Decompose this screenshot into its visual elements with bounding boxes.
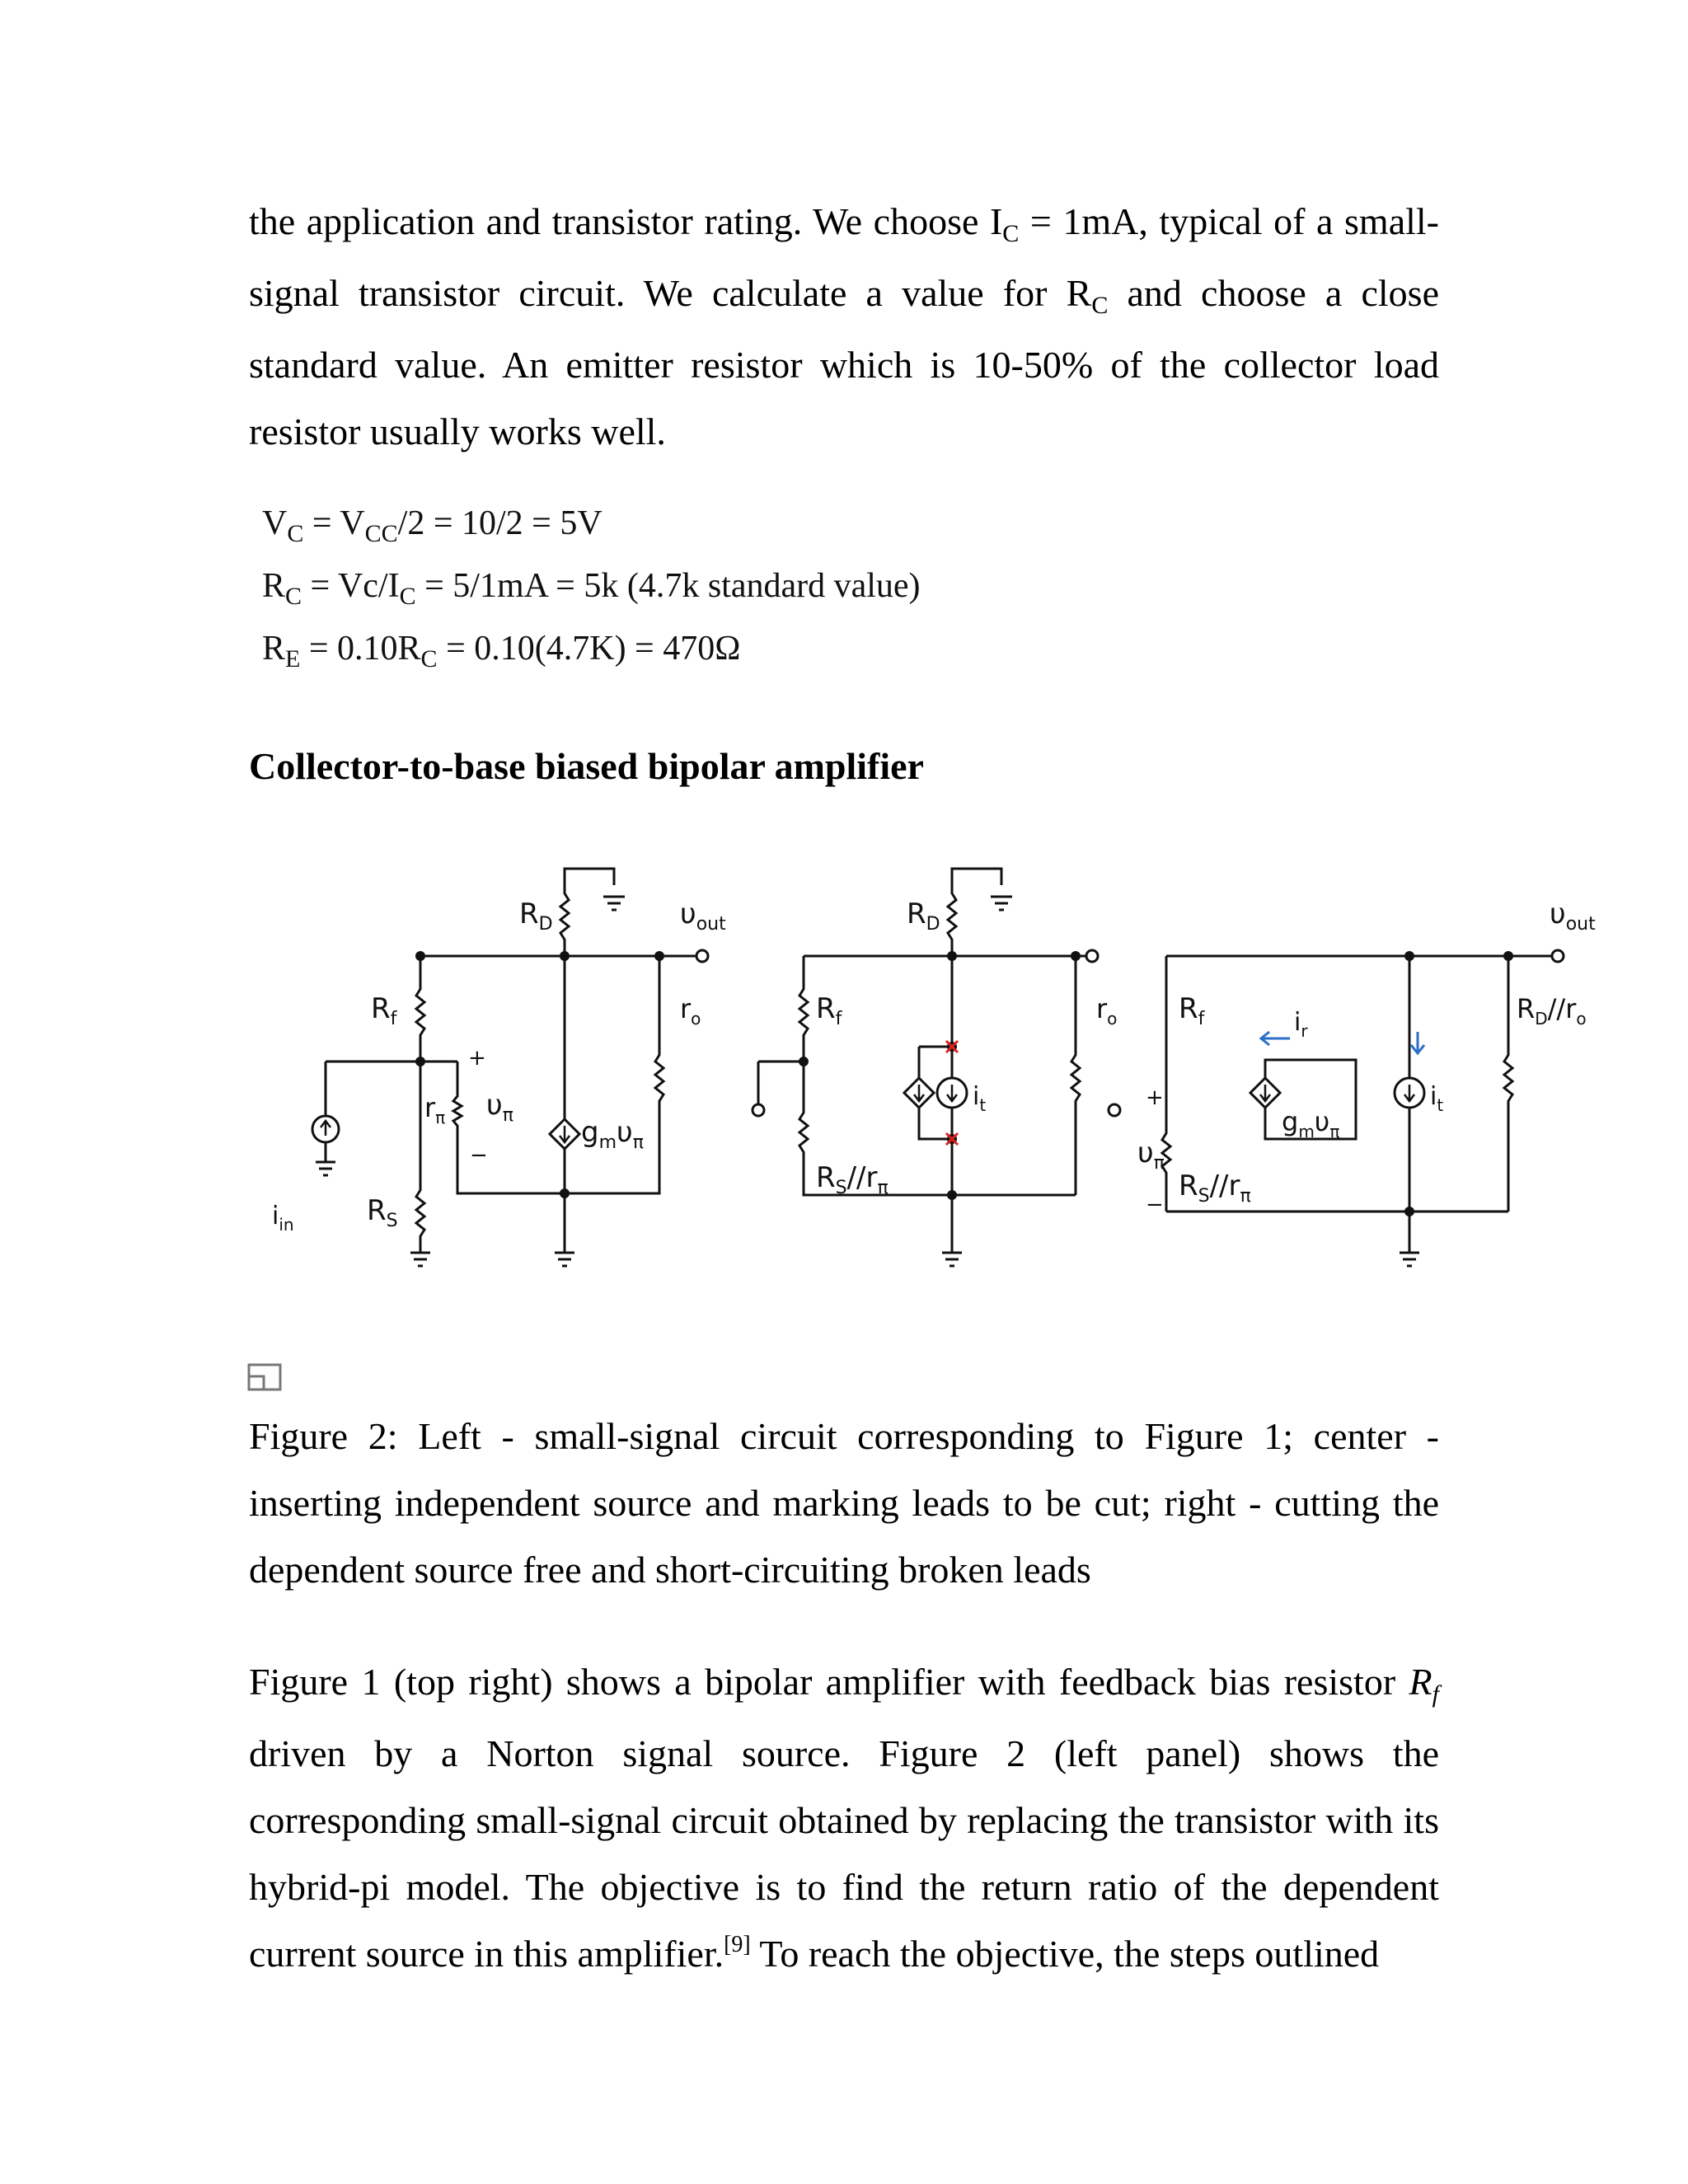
label-rs-rpi-center: $R_S//r_\pi$ [816,1161,889,1198]
paragraph-text: To reach the objective, the steps outlined [750,1933,1380,1975]
label-ro-center: $r_o$ [1096,993,1118,1029]
label-vout-left: $\upsilon_{out}$ [680,898,726,935]
label-ir: $i_r$ [1294,1008,1308,1041]
paragraph-text: = 1mA, typical of a small-signal transistor circuit. We calculate a value for R [249,200,1439,314]
label-rf-center: $R_f$ [816,992,842,1029]
equation-re [262,628,740,673]
label-it-center: $i_t$ [973,1082,987,1115]
label-vpi-right: $\upsilon_\pi$ [1137,1137,1165,1174]
label-ro-left: $r_o$ [680,993,701,1029]
eq-text: R [262,567,286,605]
circuit-figure [247,857,1648,1290]
symbol-rf: R [1409,1661,1432,1703]
label-rs: $R_S$ [367,1194,398,1231]
label-plus-right: + [1146,1085,1164,1110]
eq-text: = 0.10R [300,630,421,668]
eq-subscript: CC [364,520,398,547]
paragraph-text: Figure 1 (top right) shows a bipolar amplifier with feedback bias resistor [249,1661,1409,1703]
paragraph-text: the application and transistor rating. We choose I [249,200,1003,242]
subscript: f [1432,1680,1439,1708]
label-rd-left: $R_D$ [519,898,553,935]
paragraph-text: driven by a Norton signal source. Figure 2 (left panel) shows the corresponding small-signal circuit obtained by replacing the transistor with its hybrid-pi model. The objective is to find the return ratio of the dependent current source in this amplifier. [249,1732,1439,1975]
eq-subscript: C [287,520,304,547]
paragraph-text: and choose a close standard value. An emitter resistor which is 10-50% of the collector load resistor usually works well. [249,272,1439,452]
eq-subscript: C [399,583,416,610]
label-rd-center: $R_D$ [907,898,940,935]
label-vout-right: $\upsilon_{out}$ [1550,898,1596,935]
eq-subscript: C [420,645,438,673]
label-minus-left: − [470,1143,488,1168]
label-minus-right: − [1146,1193,1164,1217]
equation-vc [262,503,603,547]
eq-subscript: C [285,583,302,610]
label-iin: $i_{in}$ [272,1202,294,1235]
subscript: C [1002,220,1020,247]
figure-caption: Figure 2: Left - small-signal circuit corresponding to Figure 1; center - inserting independent source and marking leads to be cut; right - cutting the dependent source free and short-circuiting broken leads [249,1415,1439,1591]
circuit-diagram [247,857,1648,1286]
paragraph-bottom [249,1648,1439,1993]
eq-text: R [262,630,286,668]
eq-text: = V [303,504,365,542]
label-rs-rpi-right: $R_S//r_\pi$ [1179,1169,1251,1207]
label-gm-right: $g_m\upsilon_\pi$ [1282,1106,1340,1141]
equation-rc [262,565,921,610]
right-panel [1109,950,1564,1266]
paragraph-top [249,188,1439,465]
label-plus-left: + [468,1046,486,1071]
label-rf-right: $R_f$ [1179,992,1205,1029]
eq-subscript: E [285,645,301,673]
citation-link[interactable]: [9] [724,1932,751,1957]
eq-text: /2 = 10/2 = 5V [397,504,603,542]
eq-text: = 0.10(4.7K) = 470Ω [437,630,741,668]
label-vpi-left: $\upsilon_\pi$ [486,1089,513,1126]
section-heading: Collector-to-base biased bipolar amplifier [249,745,924,787]
eq-text: = 5/1mA = 5k (4.7k standard value) [415,567,921,605]
expand-image-icon[interactable] [247,1363,282,1395]
label-rpi-left: $r_\pi$ [424,1092,446,1127]
label-gm-left: $g_m\upsilon_\pi$ [581,1116,644,1153]
subscript: C [1091,292,1109,319]
current-arrows [1261,1032,1424,1053]
eq-text: = Vc/I [302,567,400,605]
label-it-right: $i_t$ [1430,1082,1444,1115]
label-rd-ro-right: $R_D//r_o$ [1517,993,1587,1029]
eq-text: V [262,504,288,542]
label-rf-left: $R_f$ [371,992,397,1029]
